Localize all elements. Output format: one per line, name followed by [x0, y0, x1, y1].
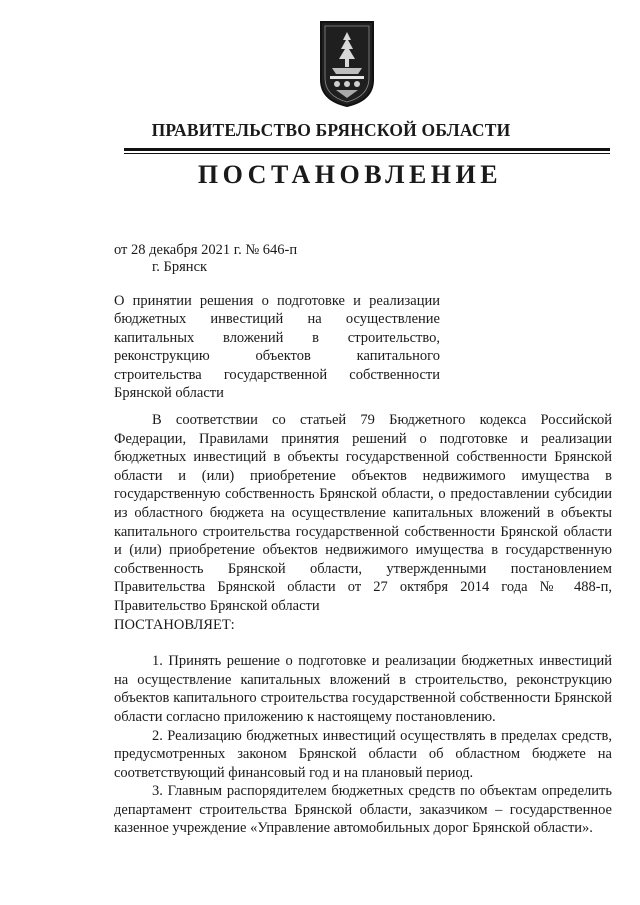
- document-subject: О принятии решения о подготовке и реализации бюджетных инвестиций на осуществление капитальных вложений в строительство, реконструкцию объектов капитального строительства государственной собственности Брянской области: [114, 293, 440, 402]
- header-rule-thin: [124, 153, 610, 154]
- item-paragraph: 1. Принять решение о подготовке и реализации бюджетных инвестиций на осуществление капитальных вложений в строительство, реконструкцию объектов капитального строительства государственной собственности Брянской области согласно приложению к настоящему постановлению.: [114, 653, 612, 725]
- document-type: ПОСТАНОВЛЕНИЕ: [197, 160, 503, 189]
- item-paragraph: 3. Главным распорядителем бюджетных средств по объектам определить департамент строительства Брянской области, заказчиком – государственное казенное учреждение «Управление автомобильных дорог Брянской области».: [114, 783, 612, 837]
- document-city: г. Брянск: [152, 259, 208, 275]
- item-paragraph: 2. Реализацию бюджетных инвестиций осуществлять в пределах средств, предусмотренных законом Брянской области об областном бюджете на соответствующий финансовый год и на плановый период.: [114, 727, 612, 781]
- header-rule-thick: [124, 148, 610, 151]
- bryansk-coat-of-arms-icon: [318, 18, 376, 108]
- decree-word: ПОСТАНОВЛЯЕТ:: [114, 616, 235, 633]
- document-date-number: от 28 декабря 2021 г. № 646-п: [114, 242, 298, 258]
- preamble-paragraph: В соответствии со статьей 79 Бюджетного кодекса Российской Федерации, Правилами принятия решений о подготовке и реализации бюджетных инвестиций в объекты государственной собственности Брянской области и (или) приобретение объектов недвижимого имущества в государственную собственность Брянской области, о предоставлении субсидии из областного бюджета на осуществление капитальных вложений в объекты капитального строительства государственной собственности Брянской области и (или) приобретение объектов недвижимого имущества в государственную собственность Брянской области, утвержденными постановлением Правительства Брянской области от 27 октября 2014 года № 488-п, Правительство Брянской области: [114, 412, 612, 614]
- government-title: ПРАВИТЕЛЬСТВО БРЯНСКОЙ ОБЛАСТИ: [151, 120, 511, 140]
- document-body: [114, 411, 612, 838]
